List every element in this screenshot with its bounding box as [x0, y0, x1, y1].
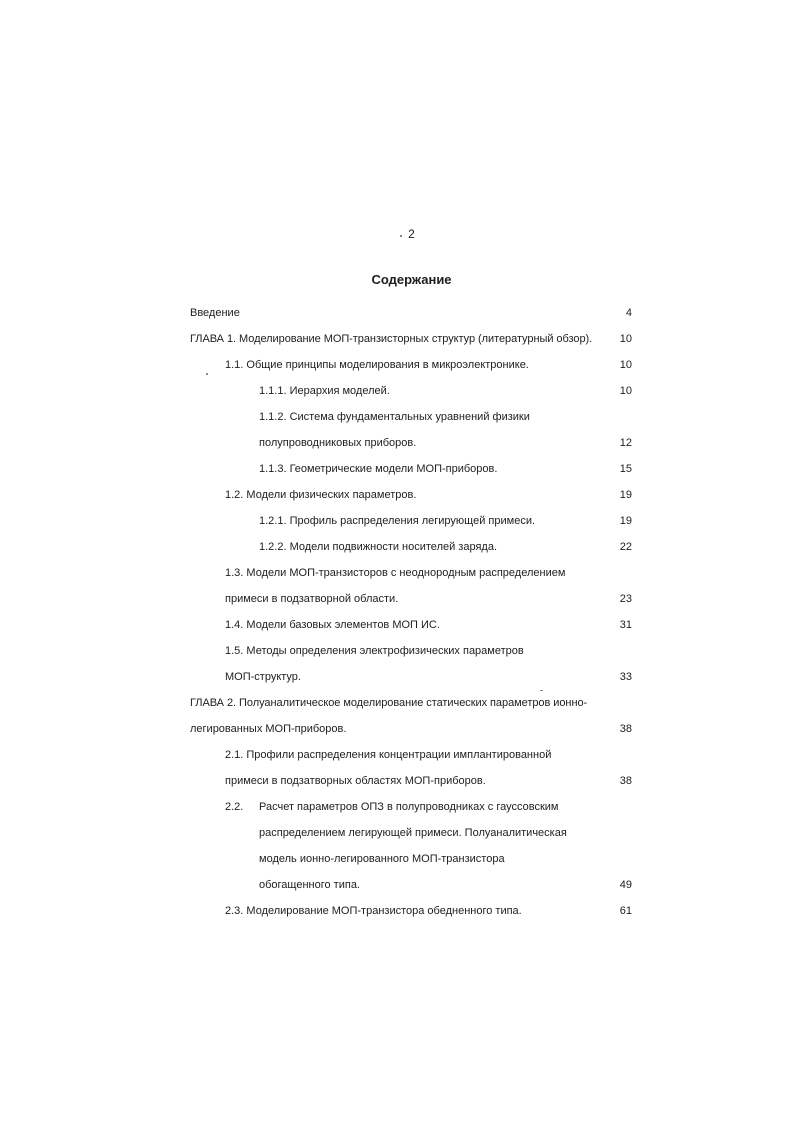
toc-entry-label: легированных МОП-приборов.: [190, 723, 347, 735]
toc-entry-number: 2.2.: [225, 801, 244, 813]
toc-entry-2-3: [190, 898, 632, 924]
toc-entry-2-1: [190, 742, 632, 768]
toc-entry-page: 15: [619, 463, 632, 475]
toc-entry-page: 10: [619, 385, 632, 397]
toc-title: Содержание: [371, 272, 452, 287]
toc-entry-page: 19: [619, 515, 632, 527]
toc-entry-label: ГЛАВА 2. Полуаналитическое моделирование статических параметров ионно-: [190, 697, 588, 709]
toc-entry-label: примеси в подзатворной области.: [225, 593, 399, 605]
toc-entry-page: 19: [619, 489, 632, 501]
toc-entry-label: распределением легирующей примеси. Полуаналитическая: [259, 827, 567, 839]
scan-speck: [400, 235, 402, 237]
page-number: 2: [408, 227, 415, 241]
toc-entry-label: 1.5. Методы определения электрофизических параметров: [225, 645, 524, 657]
toc-entry-chapter-1: [190, 326, 632, 352]
toc-entry-introduction: [190, 300, 632, 326]
toc-entry-label: 1.1.2. Система фундаментальных уравнений физики: [259, 411, 530, 423]
toc-entry-1-2-2: [190, 534, 632, 560]
toc-entry-page: 23: [619, 593, 632, 605]
toc-entry-label: модель ионно-легированного МОП-транзистора: [259, 853, 505, 865]
toc-entry-label: 1.1. Общие принципы моделирования в микроэлектронике.: [225, 359, 529, 371]
toc-entry-label: обогащенного типа.: [259, 879, 360, 891]
toc-entry-label: 1.2.2. Модели подвижности носителей заряда.: [259, 541, 498, 553]
toc-entry-1-1: [190, 352, 632, 378]
table-of-contents: [190, 300, 632, 924]
toc-entry-label: 1.3. Модели МОП-транзисторов с неоднородным распределением: [225, 567, 566, 579]
toc-entry-page: 22: [619, 541, 632, 553]
toc-entry-chapter-2: [190, 690, 632, 716]
toc-entry-page: 10: [619, 359, 632, 371]
toc-entry-label: МОП-структур.: [225, 671, 301, 683]
toc-entry-label: Введение: [190, 307, 240, 319]
toc-entry-2-2: [190, 794, 632, 820]
toc-entry-label: 1.1.3. Геометрические модели МОП-приборов.: [259, 463, 498, 475]
toc-entry-1-2-1: [190, 508, 632, 534]
toc-entry-page: 10: [619, 333, 632, 345]
toc-entry-page: 38: [619, 723, 632, 735]
toc-entry-page: 49: [619, 879, 632, 891]
toc-entry-2-2-continued: [190, 820, 632, 846]
toc-entry-1-4: [190, 612, 632, 638]
toc-entry-label: ГЛАВА 1. Моделирование МОП-транзисторных структур (литературный обзор).: [190, 333, 593, 345]
toc-entry-1-1-2-continued: [190, 430, 632, 456]
toc-entry-page: 31: [619, 619, 632, 631]
toc-entry-page: 12: [619, 437, 632, 449]
toc-entry-label: полупроводниковых приборов.: [259, 437, 417, 449]
toc-entry-label: 1.2. Модели физических параметров.: [225, 489, 417, 501]
toc-entry-label: 1.2.1. Профиль распределения легирующей примеси.: [259, 515, 536, 527]
toc-entry-2-2-continued: [190, 872, 632, 898]
toc-entry-1-1-1: [190, 378, 632, 404]
toc-entry-2-1-continued: [190, 768, 632, 794]
toc-entry-1-5-continued: [190, 664, 632, 690]
toc-entry-page: 4: [625, 307, 632, 319]
scan-speck: [540, 690, 543, 691]
toc-entry-label: 2.3. Моделирование МОП-транзистора обедненного типа.: [225, 905, 522, 917]
toc-entry-1-2: [190, 482, 632, 508]
toc-entry-2-2-continued: [190, 846, 632, 872]
toc-entry-label: 2.1. Профили распределения концентрации имплантированной: [225, 749, 552, 761]
toc-entry-label: примеси в подзатворных областях МОП-приборов.: [225, 775, 486, 787]
toc-entry-1-3: [190, 560, 632, 586]
toc-entry-page: 61: [619, 905, 632, 917]
toc-entry-label: 1.1.1. Иерархия моделей.: [259, 385, 390, 397]
toc-entry-1-1-2: [190, 404, 632, 430]
toc-entry-1-3-continued: [190, 586, 632, 612]
toc-entry-1-5: [190, 638, 632, 664]
toc-entry-label: 1.4. Модели базовых элементов МОП ИС.: [225, 619, 440, 631]
toc-entry-1-1-3: [190, 456, 632, 482]
toc-entry-label: Расчет параметров ОПЗ в полупроводниках с гауссовским: [259, 801, 559, 813]
toc-entry-chapter-2-continued: [190, 716, 632, 742]
toc-entry-page: 38: [619, 775, 632, 787]
toc-entry-page: 33: [619, 671, 632, 683]
scan-speck: [206, 373, 208, 375]
